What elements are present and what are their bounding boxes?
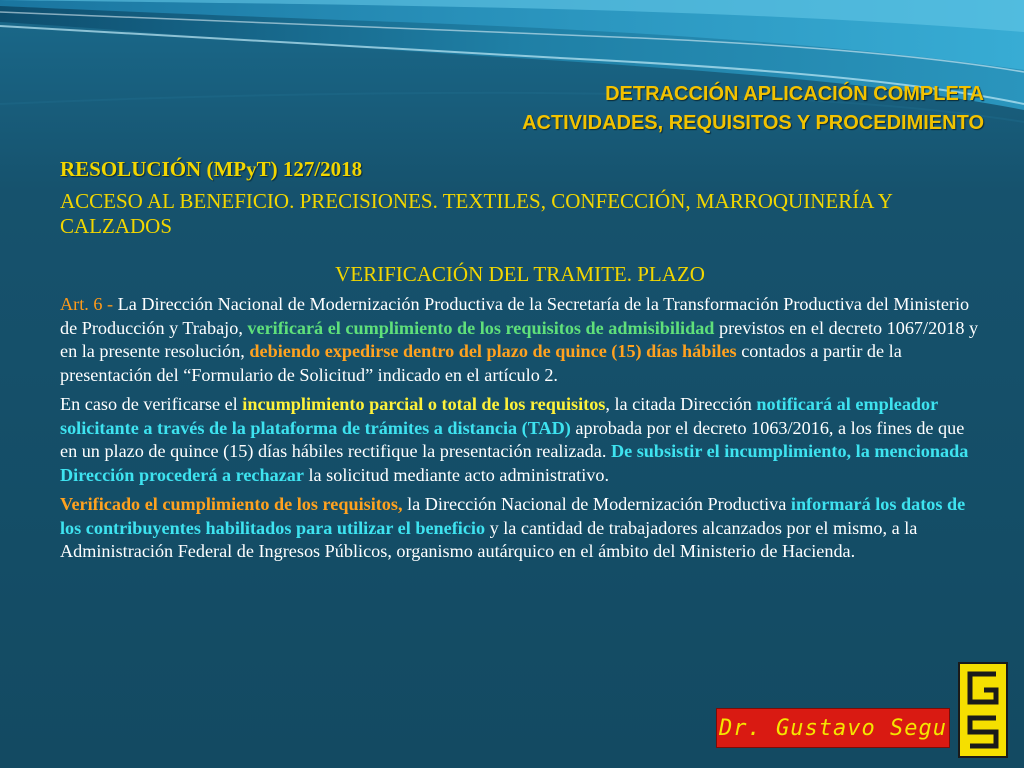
gs-logo (958, 662, 1008, 758)
slide-title-line-2: ACTIVIDADES, REQUISITOS Y PROCEDIMIENTO (522, 112, 984, 134)
resolution-title: RESOLUCIÓN (MPyT) 127/2018 (60, 157, 363, 181)
slide-title (522, 80, 984, 138)
highlight-compliance-verified: Verificado el cumplimiento de los requisitos, (60, 494, 403, 514)
article-6-paragraph (60, 293, 980, 387)
paragraph-text: la solicitud mediante acto administrativo. (303, 464, 610, 485)
highlight-deadline: debiendo expedirse dentro del plazo de quince (15) días hábiles (249, 341, 737, 361)
highlight-notify-employer: notificará al empleador solicitante a través de la plataforma de trámites a distancia (TAD) (60, 394, 938, 438)
gs-logo-icon (960, 664, 1006, 756)
highlight-report-data: informará los datos de los contribuyentes habilitados para utilizar el beneficio (60, 494, 966, 538)
paragraph-text: la Dirección Nacional de Modernización Productiva (402, 494, 791, 514)
highlight-verify-requirements: verificará el cumplimiento de los requisitos de admisibilidad (247, 317, 715, 338)
highlight-noncompliance: incumplimiento parcial o total de los requisitos (242, 394, 606, 414)
section-heading: VERIFICACIÓN DEL TRAMITE. PLAZO (335, 262, 705, 286)
author-name-badge: Dr. Gustavo Segu (716, 708, 950, 748)
paragraph-text: , la citada Dirección (605, 394, 757, 414)
paragraph-text: En caso de verificarse el (60, 394, 243, 414)
resolution-subtitle: ACCESO AL BENEFICIO. PRECISIONES. TEXTILES, CONFECCIÓN, MARROQUINERÍA Y CALZADOS (60, 189, 893, 238)
paragraph-text: contados a partir de la presentación del “Formulario de Solicitud” indicado en el artículo 2. (60, 341, 902, 385)
paragraph-text: La Dirección Nacional de Modernización Productiva de la Secretaría de la Transformación Productiva del Ministerio de Producción y Trabajo, (60, 294, 970, 338)
paragraph-text: y la cantidad de trabajadores alcanzados por el mismo, a la Administración Federal de Ingresos Públicos, organismo autárquico en el ámbito del Ministerio de Hacienda. (60, 517, 918, 561)
paragraph-text: previstos en el decreto 1067/2018 y en la presente resolución, (60, 317, 979, 361)
compliance-paragraph (60, 493, 980, 564)
highlight-reject: De subsistir el incumplimiento, la mencionada Dirección procederá a rechazar (60, 441, 969, 485)
slide-title-line-1: DETRACCIÓN APLICACIÓN COMPLETA (605, 83, 984, 105)
slide-content (60, 156, 980, 564)
paragraph-text: aprobada por el decreto 1063/2016, a los fines de que en un plazo de quince (15) días hábiles rectifique la presentación realizada. (60, 417, 965, 461)
noncompliance-paragraph (60, 393, 980, 487)
article-label: Art. 6 - (60, 294, 114, 314)
